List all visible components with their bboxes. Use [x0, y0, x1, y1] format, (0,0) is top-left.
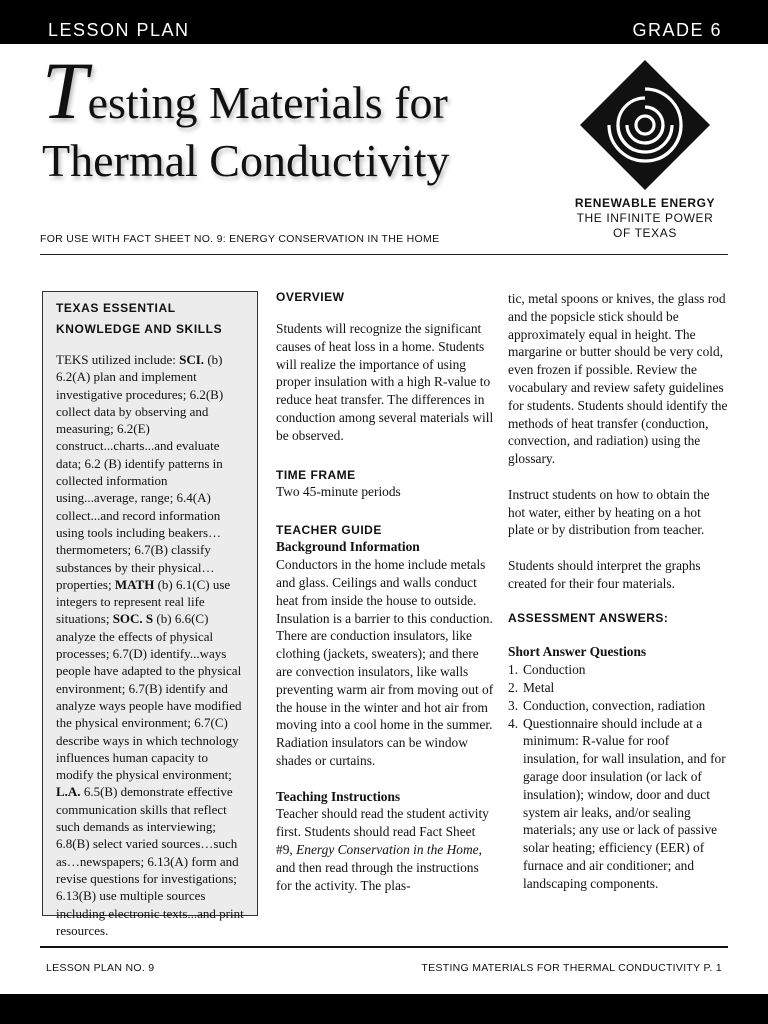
continuation-text: tic, metal spoons or knives, the glass rod and the popsicle stick should be approximately equal in height. The margarine or butter should be very cold, even frozen if possible. Review the vocabulary and review safety guidelines for students. Students should identify the methods of heat transfer (conduction, convection, and radiation) using the glossary. — [508, 291, 728, 467]
answer-number: 3. — [508, 697, 519, 713]
answer-number: 1. — [508, 662, 519, 678]
teks-soc-text: (b) 6.6(C) analyze the effects of physical processes; 6.7(D) identify...ways people have adapted to the physical environment; 6.7(B) identify and analyze ways people have modified the physical environment; 6.7(C) describe ways in which technology influences human capacity to modify the physical environment; — [56, 611, 242, 783]
header-divider — [40, 254, 728, 255]
timeframe-text: Two 45-minute periods — [276, 483, 401, 499]
answer-text: Metal — [523, 679, 555, 695]
answer-text: Questionnaire should include at a minimum: R-value for roof insulation, for wall insulation, and for garage door insulation (or lack of insulation); window, door and duct system air leaks, and/or sealing materials; any use or lack of passive solar heating; efficiency (EER) of furnace and air conditioner; and landscaping components. — [523, 715, 726, 891]
title-line-1-rest: esting Materials for — [87, 77, 448, 128]
renewable-energy-logo-icon — [578, 58, 712, 192]
teacher-guide-heading: TEACHER GUIDE — [276, 523, 382, 538]
answer-number: 4. — [508, 715, 519, 731]
lesson-plan-label: LESSON PLAN — [48, 20, 190, 40]
answer-list — [508, 661, 728, 892]
short-answer-heading: Short Answer Questions — [508, 644, 647, 660]
teaching-text-2: , and then read through the instructions for the activity. The plas- — [276, 841, 482, 893]
background-heading: Background Information — [276, 539, 420, 555]
teaching-instructions-heading: Teaching Instructions — [276, 788, 401, 804]
footer-right: TESTING MATERIALS FOR THERMAL CONDUCTIVITY P. 1 — [421, 962, 722, 974]
teks-heading: TEXAS ESSENTIAL KNOWLEDGE AND SKILLS — [56, 301, 223, 336]
teks-math-text: (b) 6.1(C) use integers to represent real life situations; — [56, 576, 231, 627]
teks-sci-label: SCI. — [179, 352, 205, 367]
brand-line-3: OF TEXAS — [613, 226, 677, 240]
teks-la-label: L.A. — [56, 784, 81, 800]
answer-text: Conduction — [523, 662, 586, 678]
assessment-heading: ASSESSMENT ANSWERS: — [508, 611, 669, 626]
top-banner — [0, 0, 768, 44]
timeframe-heading: TIME FRAME — [276, 467, 356, 482]
title-line-2: Thermal Conductivity — [42, 135, 450, 186]
interpret-text: Students should interpret the graphs created for their four materials. — [508, 557, 701, 591]
answer-number: 2. — [508, 679, 519, 695]
teaching-text-1: Teacher should read the student activity first. Students should read Fact Sheet #9, — [276, 806, 489, 857]
title-initial: T — [42, 45, 88, 136]
middle-column — [276, 289, 494, 894]
teaching-instructions-text — [276, 805, 494, 894]
title-line-1 — [42, 45, 562, 136]
brand-line-2: THE INFINITE POWER — [576, 211, 714, 225]
answer-item — [508, 679, 728, 697]
overview-text: Students will recognize the significant causes of heat loss in a home. Students will realize the importance of using proper insulation with a high R-value to reduce heat transfer. The differences in conduction among several materials will be observed. — [276, 321, 494, 443]
overview-heading: OVERVIEW — [276, 290, 345, 304]
grade-label: GRADE 6 — [632, 20, 722, 40]
page-title — [42, 45, 562, 190]
teks-intro: TEKS utilized include: — [56, 352, 180, 367]
answer-text: Conduction, convection, radiation — [523, 697, 706, 713]
teks-soc-label: SOC. S — [112, 611, 154, 627]
instruct-text: Instruct students on how to obtain the hot water, either by heating on a hot plate or by distribution from teacher. — [508, 486, 710, 538]
teks-text — [56, 351, 247, 939]
background-text: Conductors in the home include metals and glass. Ceilings and walls conduct heat from inside the house to outside. Insulation is a barrier to this conduction. There are conduction insulators, like clothing (jackets, sweaters); and there are convection insulators, like walls preventing warm air from moving out of the house in the winter and hot air from moving into a cool home in the summer. Radiation insulators can be window shades or curtains. — [276, 557, 494, 768]
teaching-fact-sheet-title: Energy Conservation in the Home — [296, 841, 479, 857]
teks-sci-text: (b) 6.2(A) plan and implement investigative procedures; 6.2(B) collect data by observing and measuring; 6.2(E) construct...charts...and evaluate data; 6.2 (B) identify patterns in collected information using...average, range; 6.4(A) collect...and record information using tools including beakers…thermometers; 6.7(B) classify substances by their physical…properties; — [56, 352, 224, 592]
teks-box — [42, 291, 258, 938]
bottom-banner — [0, 994, 768, 1024]
answer-item — [508, 697, 728, 715]
teks-math-label: MATH — [114, 576, 155, 592]
teks-la-text: 6.5(B) demonstrate effective communication skills that reflect such demands as interviewing; 6.8(B) select varied sources…such as…newspapers; 6.13(A) form and revise questions for investigations; 6.13(B) use multiple sources including electronic texts...and print resources. — [56, 784, 244, 938]
brand-line-1: RENEWABLE ENERGY — [574, 196, 716, 210]
subtitle: FOR USE WITH FACT SHEET NO. 9: ENERGY CONSERVATION IN THE HOME — [40, 233, 440, 245]
footer-divider — [40, 946, 728, 948]
answer-item — [508, 715, 728, 893]
brand-block — [560, 196, 730, 241]
right-column — [508, 290, 728, 893]
answer-item — [508, 661, 728, 679]
footer-left: LESSON PLAN NO. 9 — [46, 962, 155, 974]
